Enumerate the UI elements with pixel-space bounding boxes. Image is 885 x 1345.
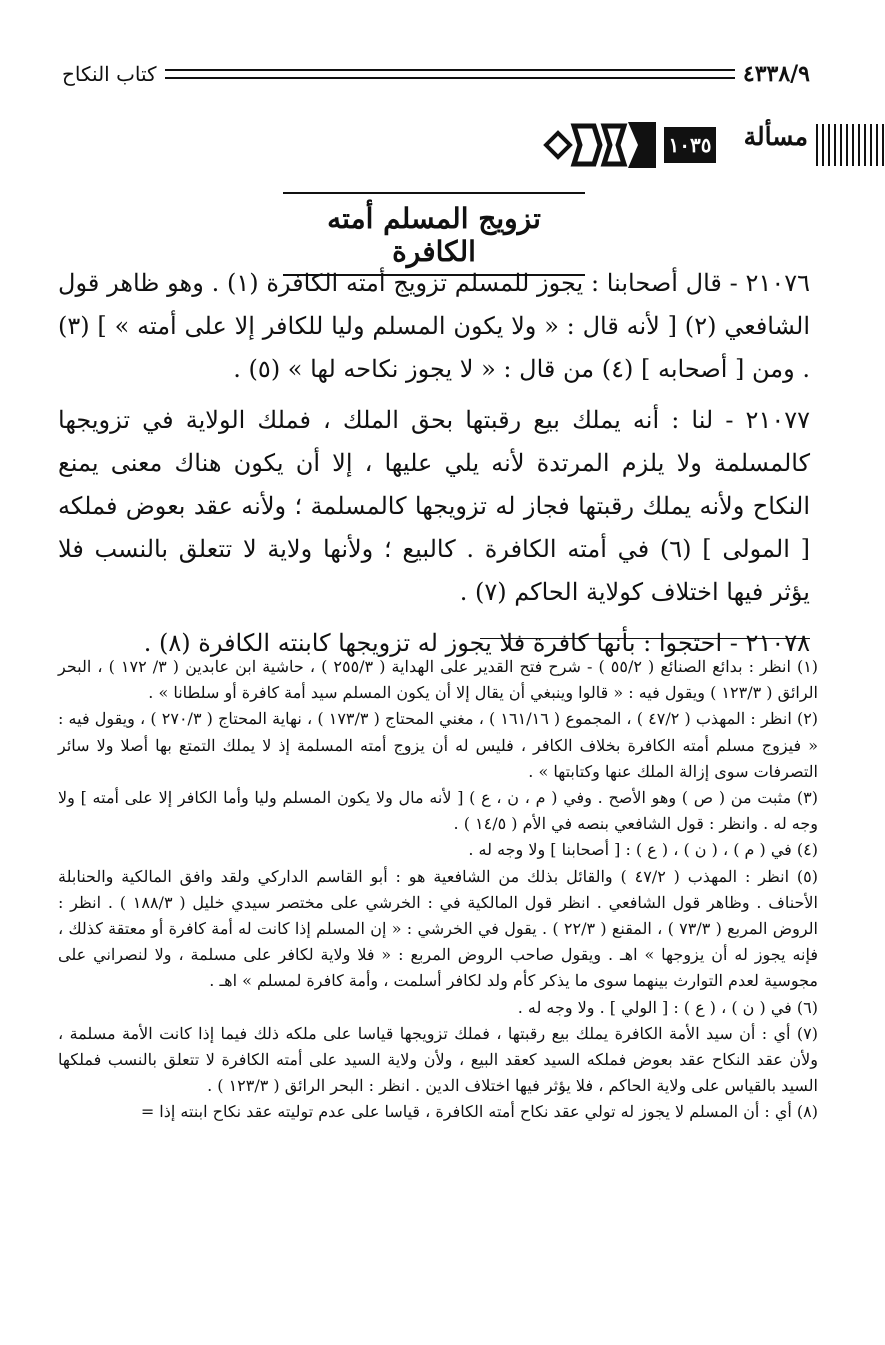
page-number: ٤٣٣٨/٩ — [742, 61, 810, 87]
section-title: تزويج المسلم أمته الكافرة — [327, 202, 541, 268]
main-text — [58, 262, 810, 673]
ornament-icon — [538, 116, 658, 174]
paragraph-21076: ٢١٠٧٦ - قال أصحابنا : يجوز للمسلم تزويج أمته الكافرة (١) . وهو ظاهر قول الشافعي (٢) [ لأنه قال : « ولا يكون المسلم وليا للكافر إلا على أمته » ] (٣) . ومن [ أصحابه ] (٤) من قال : « لا يجوز نكاحه لها » (٥) . — [58, 269, 811, 383]
book-name: كتاب النكاح — [62, 62, 157, 86]
issue-number: ١٠٣٥ — [664, 127, 716, 163]
footnote-2: (٢) انظر : المهذب ( ٤٧/٢ ) ، المجموع ( ١٦١/١٦ ) ، مغني المحتاج ( ١٧٣/٣ ) ، نهاية المحتاج ( ٢٧٠/٣ ) ، ويقول فيه : « فيزوج مسلم أمته الكافرة بخلاف الكافر ، فليس له أن يزوج أمته المسلمة إذ لا يملك التمتع بها أصلا ولا سائر التصرفات سوى إزالة الملك عنها وكتابتها » . — [58, 709, 819, 781]
issue-banner — [538, 116, 885, 174]
footnote-6: (٦) في ( ن ) ، ( ع ) : [ الولي ] . ولا وجه له . — [517, 997, 818, 1017]
footnote-7: (٧) أي : أن سيد الأمة الكافرة يملك بيع رقبتها ، فملك تزويجها قياسا على ملكه ذلك فيما إذا كانت الأمة مسلمة ، ولأن عقد النكاح عقد بعوض فملكه السيد كعقد البيع ، ولأن ولاية السيد على أمته الكافرة لا تتعلق بالنسب فملكها السيد بالقياس على ولاية الحاكم ، فلا يؤثر فيها اختلاف الدين . انظر : البحر الرائق ( ١٢٣/٣ ) . — [58, 1023, 818, 1096]
footnote-4: (٤) في ( م ) ، ( ن ) ، ( ع ) : [ أصحابنا ] ولا وجه له . — [468, 840, 818, 860]
footnote-1: (١) انظر : بدائع الصنائع ( ٥٥/٢ ) - شرح فتح القدير على الهداية ( ٢٥٥/٣ ) ، حاشية ابن عابدين ( ٣/ ١٧٢ ) ، البحر الرائق ( ١٢٣/٣ ) ويقول فيه : « قالوا وينبغي أن يقال إلا أن يكون المسلم سيد أمة كافرة أو سلطانا » . — [58, 657, 819, 703]
footnote-separator — [480, 638, 810, 639]
issue-label: مسألة — [743, 122, 808, 151]
title-top-rule — [283, 192, 585, 194]
footnotes — [58, 654, 818, 1126]
footnote-5: (٥) انظر : المهذب ( ٤٧/٢ ) والقائل بذلك من الشافعية هو : أبو القاسم الداركي ولقد وافق المالكية والحنابلة الأحناف . وظاهر قول الشافعي . انظر قول المالكية في : الخرشي على مختصر سيدي خليل ( ١٨٨/٣ ) . انظر : الروض المربع ( ٧٣/٣ ) ، المقنع ( ٢٢/٣ ) . يقول في الخرشي : « إن المسلم إذا كانت له أمة كافرة أو معتقة كذلك ، فإنه يجوز له أن يزوجها » اهـ . ويقول صاحب الروض المربع : « فلا ولاية لكافر على مسلمة ، ولا لنصراني على مجوسية لعدم التوارث بينهما سوى ما يذكر كأم ولد لكافر أسلمت ، وأمة كافرة لمسلم » اهـ . — [58, 866, 819, 991]
paragraph-21078: ٢١٠٧٨ - احتجوا : بأنها كافرة فلا يجوز له تزويجها كابنته الكافرة (٨) . — [143, 629, 810, 657]
running-header — [62, 58, 810, 90]
banner-stripes — [816, 124, 885, 166]
footnote-8: (٨) أي : أن المسلم لا يجوز له تولي عقد نكاح أمته الكافرة ، قياسا على عدم توليته عقد نكاح ابنته إذا = — [140, 1102, 818, 1122]
header-rule — [165, 69, 735, 79]
paragraph-21077: ٢١٠٧٧ - لنا : أنه يملك بيع رقبتها بحق الملك ، فملك الولاية في تزويجها كالمسلمة ولا يلزم المرتدة لأنه يلي عليها ، إلا أن يكون هناك معنى يمنع النكاح ولأنه يملك رقبتها فجاز له تزويجها كالمسلمة ؛ ولأنه عقد بعوض فملكه [ المولى ] (٦) في أمته الكافرة . كالبيع ؛ ولأنها ولاية لا تتعلق بالنسب فلا يؤثر فيها اختلاف كولاية الحاكم (٧) . — [58, 406, 811, 606]
footnote-3: (٣) مثبت من ( ص ) وهو الأصح . وفي ( م ، ن ، ع ) [ لأنه مال ولا يكون المسلم وليا وأما الكافر إلا على أمته ] ولا وجه له . وانظر : قول الشافعي بنصه في الأم ( ١٤/٥ ) . — [58, 788, 818, 834]
